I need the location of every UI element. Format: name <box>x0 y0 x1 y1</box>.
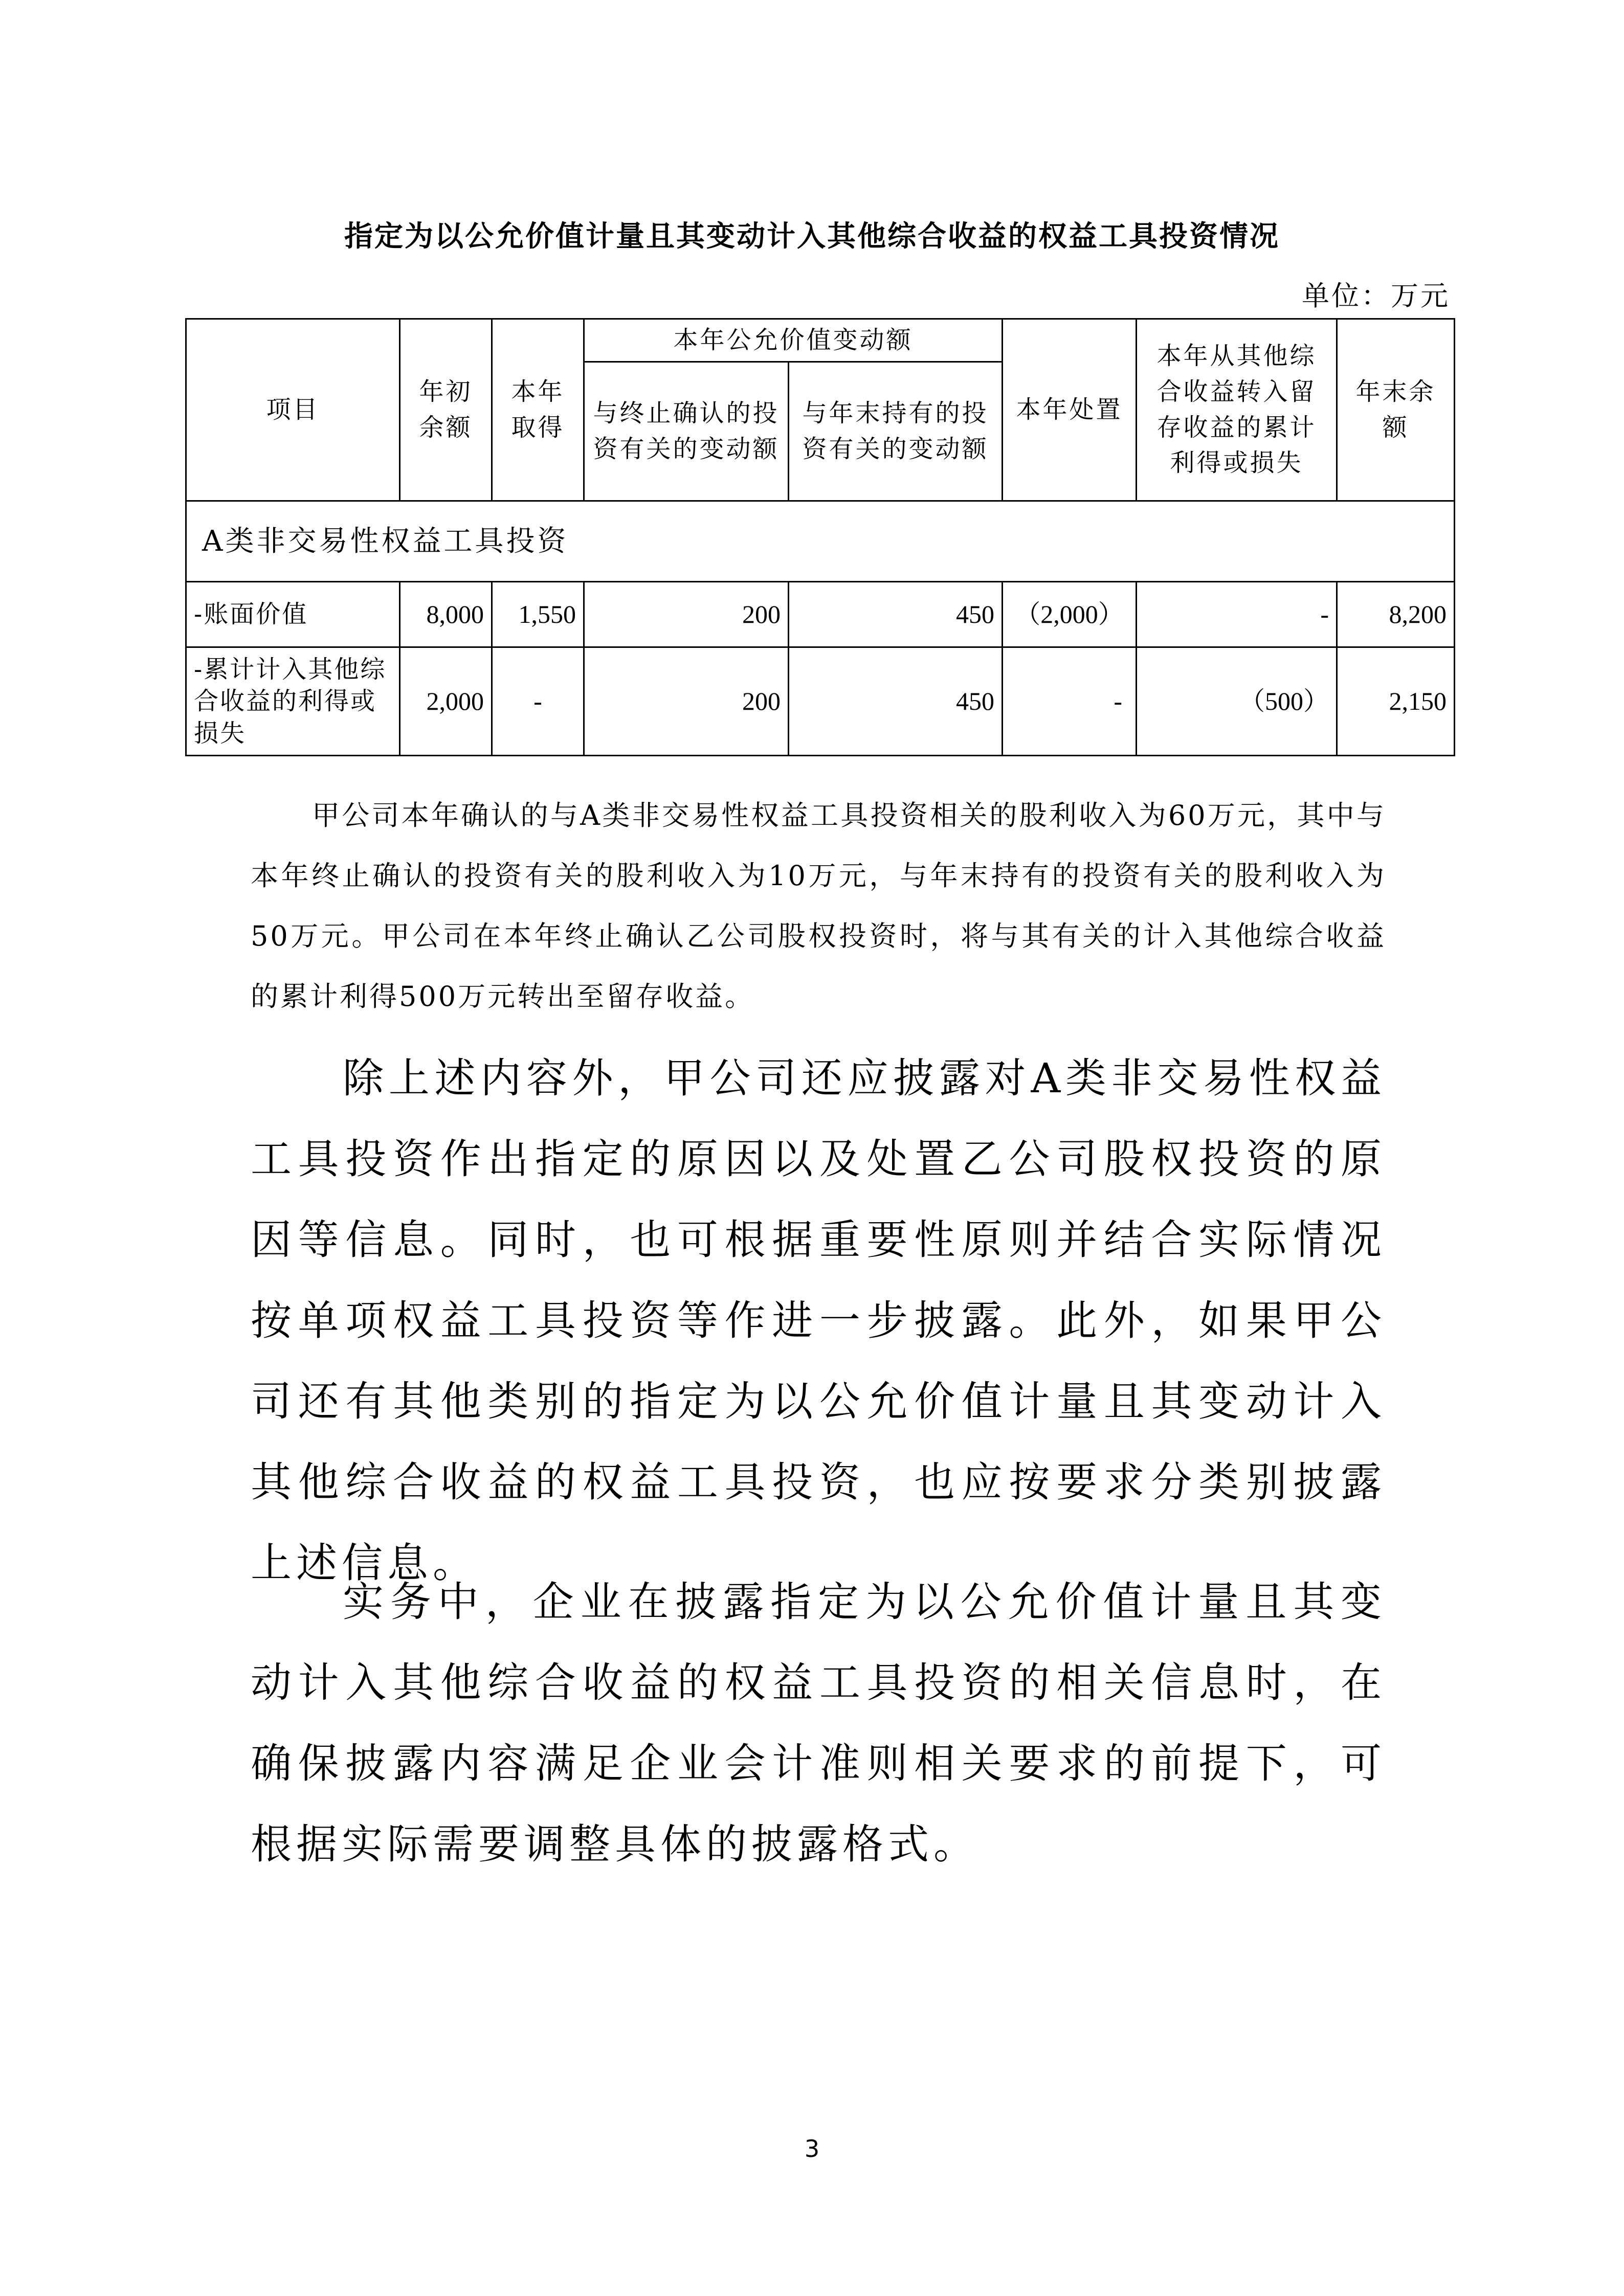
header-disposed: 本年处置 <box>1003 319 1137 501</box>
cell-closing: 2,150 <box>1337 647 1455 756</box>
cell-transfer-oci: （500） <box>1137 647 1337 756</box>
header-fv-held: 与年末持有的投资有关的变动额 <box>789 362 1003 501</box>
note-paragraph: 甲公司本年确认的与A类非交易性权益工具投资相关的股利收入为60万元，其中与本年终止确认的投资有关的股利收入为10万元，与年末持有的投资有关的股利收入为50万元。甲公司在本年终止确认乙公司股权投资时，将与其有关的计入其他综合收益的累计利得500万元转出至留存收益。 <box>251 799 1386 1012</box>
cell-acquired: - <box>492 647 584 756</box>
cell-closing: 8,200 <box>1337 582 1455 647</box>
table-title: 指定为以公允价值计量且其变动计入其他综合收益的权益工具投资情况 <box>344 219 1280 253</box>
cell-fv-held: 450 <box>789 582 1003 647</box>
header-fv-change-group: 本年公允价值变动额 <box>584 319 1003 362</box>
section-row: A类非交易性权益工具投资 <box>186 501 1455 582</box>
cell-opening: 2,000 <box>400 647 492 756</box>
table-row <box>186 647 1455 756</box>
unit-label: 单位：万元 <box>1302 280 1450 312</box>
body-paragraph: 实务中，企业在披露指定为以公允价值计量且其变动计入其他综合收益的权益工具投资的相关信息时，在确保披露内容满足企业会计准则相关要求的前提下，可根据实际需要调整具体的披露格式。 <box>251 1578 1386 1868</box>
cell-acquired: 1,550 <box>492 582 584 647</box>
cell-opening: 8,000 <box>400 582 492 647</box>
header-closing: 年末余额 <box>1337 319 1455 501</box>
header-acquired: 本年取得 <box>492 319 584 501</box>
cell-fv-derecognized: 200 <box>584 582 789 647</box>
equity-investment-table <box>185 318 1455 756</box>
header-opening: 年初余额 <box>400 319 492 501</box>
cell-fv-derecognized: 200 <box>584 647 789 756</box>
header-item: 项目 <box>186 319 400 501</box>
cell-transfer-oci: - <box>1137 582 1337 647</box>
row-label: -账面价值 <box>186 582 400 647</box>
cell-fv-held: 450 <box>789 647 1003 756</box>
cell-disposed: - <box>1003 647 1137 756</box>
page-number: 3 <box>804 2135 820 2163</box>
row-label: -累计计入其他综合收益的利得或损失 <box>186 647 400 756</box>
body-paragraph: 除上述内容外，甲公司还应披露对A类非交易性权益工具投资作出指定的原因以及处置乙公司股权投资的原因等信息。同时，也可根据重要性原则并结合实际情况按单项权益工具投资等作进一步披露。此外，如果甲公司还有其他类别的指定为以公允价值计量且其变动计入其他综合收益的权益工具投资，也应按要求分类别披露上述信息。 <box>251 1054 1386 1587</box>
table-row <box>186 582 1455 647</box>
cell-disposed: （2,000） <box>1003 582 1137 647</box>
header-transfer-oci: 本年从其他综合收益转入留存收益的累计利得或损失 <box>1137 319 1337 501</box>
header-fv-derecognized: 与终止确认的投资有关的变动额 <box>584 362 789 501</box>
